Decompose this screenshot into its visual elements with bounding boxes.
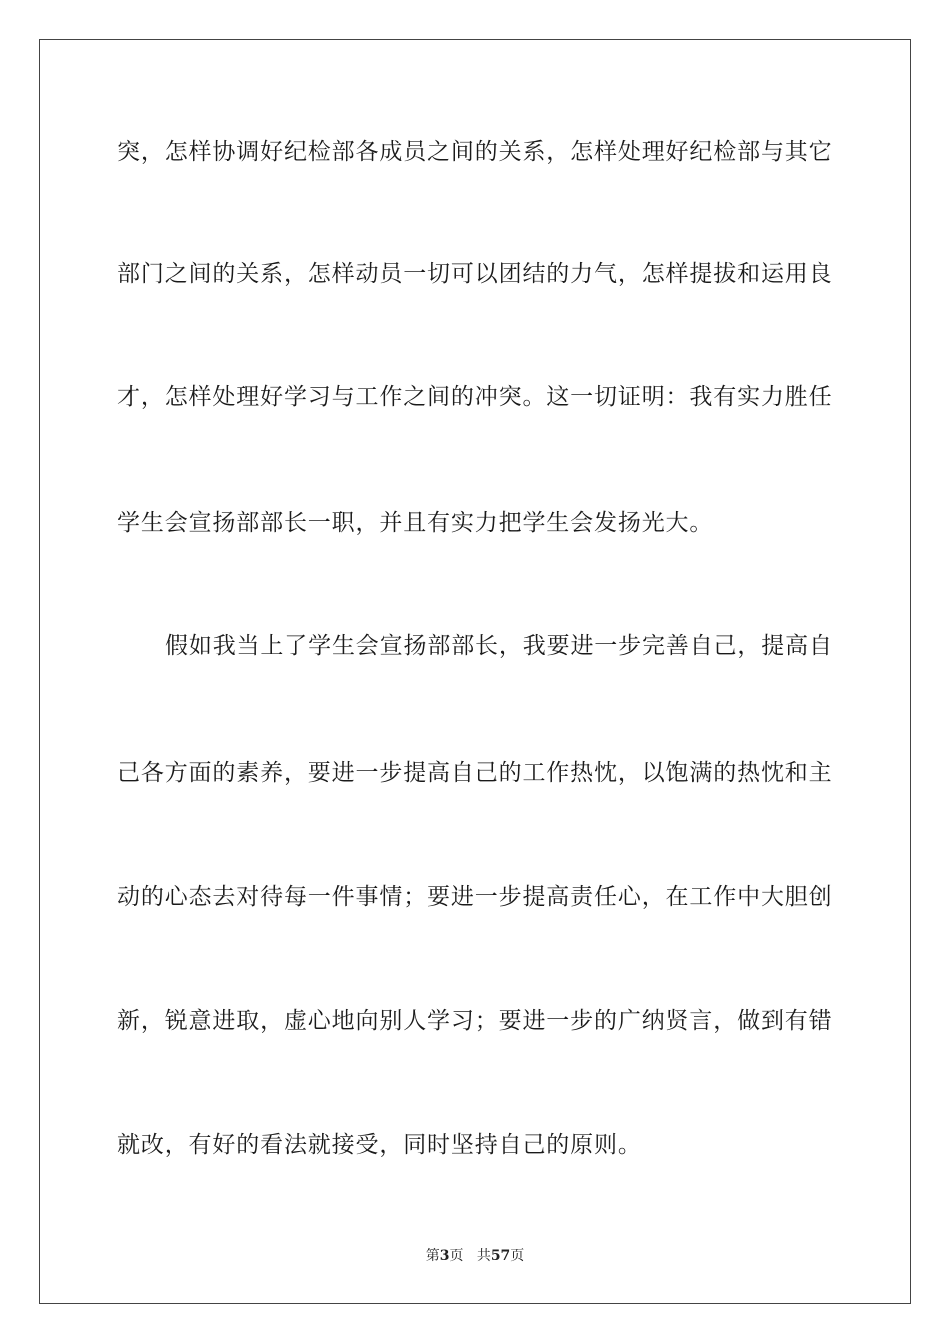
current-page-number: 3 bbox=[439, 1248, 450, 1264]
total-prefix: 共 bbox=[476, 1248, 491, 1264]
page-suffix: 页 bbox=[449, 1248, 464, 1264]
paragraph-line: 才，怎样处理好学习与工作之间的冲突。这一切证明：我有实力胜任 bbox=[117, 384, 833, 410]
paragraph-line: 己各方面的素养，要进一步提高自己的工作热忱，以饱满的热忱和主 bbox=[117, 760, 833, 786]
total-pages-number: 57 bbox=[490, 1248, 511, 1264]
paragraph-line: 就改，有好的看法就接受，同时坚持自己的原则。 bbox=[117, 1132, 642, 1158]
paragraph-line: 部门之间的关系，怎样动员一切可以团结的力气，怎样提拔和运用良 bbox=[117, 261, 833, 287]
page-prefix: 第 bbox=[425, 1248, 440, 1264]
page-border bbox=[39, 39, 911, 1304]
paragraph-line: 新，锐意进取，虚心地向别人学习；要进一步的广纳贤言，做到有错 bbox=[117, 1008, 833, 1034]
paragraph-line: 假如我当上了学生会宣扬部部长，我要进一步完善自己，提高自 bbox=[165, 633, 833, 659]
paragraph-line: 动的心态去对待每一件事情；要进一步提高责任心，在工作中大胆创 bbox=[117, 884, 833, 910]
paragraph-line: 学生会宣扬部部长一职，并且有实力把学生会发扬光大。 bbox=[117, 510, 714, 536]
paragraph-line: 突，怎样协调好纪检部各成员之间的关系，怎样处理好纪检部与其它 bbox=[117, 139, 833, 165]
page-footer bbox=[0, 1246, 950, 1266]
total-suffix: 页 bbox=[510, 1248, 525, 1264]
